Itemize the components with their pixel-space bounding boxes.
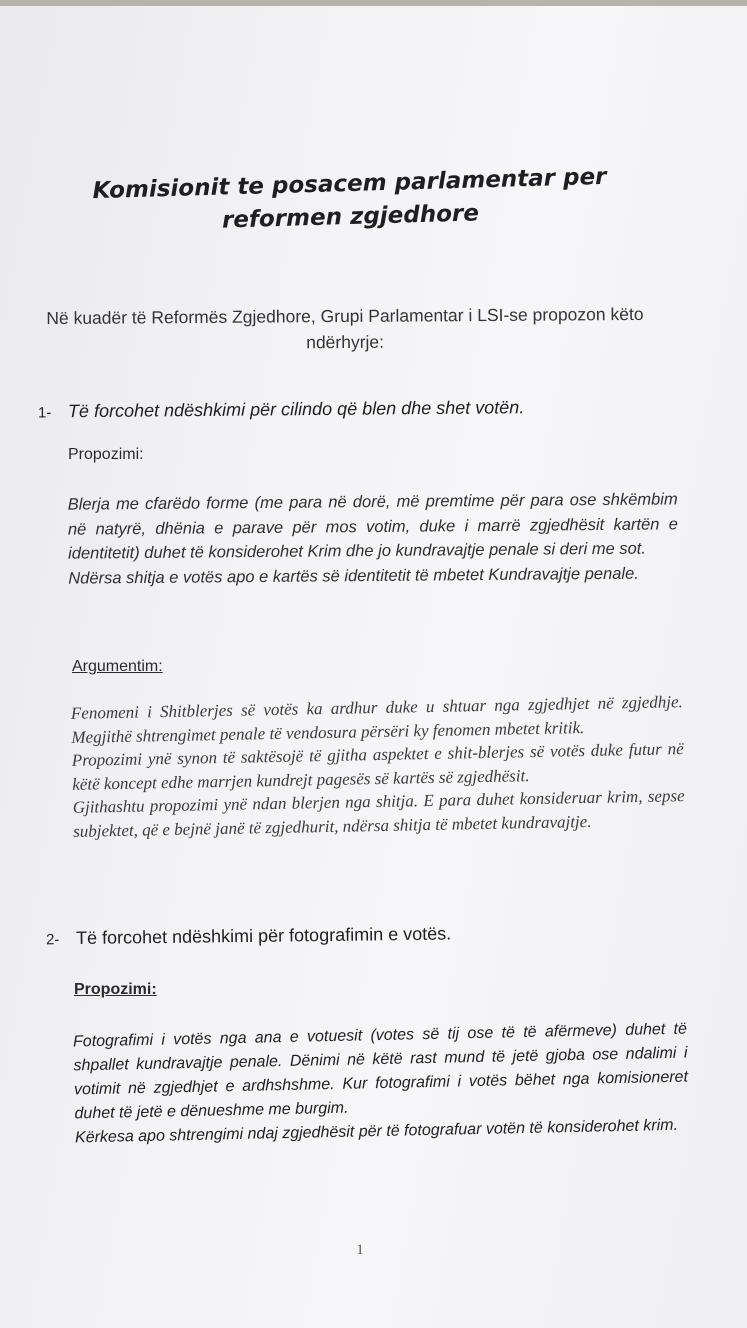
document-title <box>49 160 651 243</box>
section-1-proposal-paragraph-2: Ndërsa shitja e votës apo e kartës së identitetit të mbetet Kundravajtje penale. <box>68 564 639 588</box>
section-1-argument-paragraph-1: Fenomeni i Shitblerjes së votës ka ardhur duke u shtuar nga zgjedhjet në zgjedhje. Megjithë shtrengimet penale të vendosura përsëri ky fenomen mbetet kritik. <box>70 692 683 747</box>
intro-paragraph <box>20 301 670 358</box>
section-2-proposal-paragraph-2: Kërkesa apo shtrengimi ndaj zgjedhësit për të fotografuar votën të konsiderohet krim. <box>74 1116 679 1147</box>
section-1-argument-label: Argumentim: <box>72 658 163 675</box>
section-2-title: Të forcohet ndëshkimi për fotografimin e votës. <box>75 923 452 949</box>
page-number: 1 <box>356 1242 364 1258</box>
section-2-number: 2- <box>45 931 60 949</box>
intro-line-1: Në kuadër të Reformës Zgjedhore, Grupi Parlamentar i LSI-se propozon këto <box>46 303 644 329</box>
section-1-proposal-paragraph-1: Blerja me cfarëdo forme (me para në dorë, më premtime për para ose shkëmbim në natyrë, dhënia e parave për mos votim, duke i marrë zgjedhësit kartën e identitetit) duhet të konsiderohet Krim dhe jo kundravajtje penale si deri me sot. <box>67 490 678 563</box>
section-1-heading <box>38 397 598 423</box>
section-1-proposal-label: Propozimi: <box>68 446 144 463</box>
section-1-number: 1- <box>37 404 52 422</box>
section-1-argument-text <box>71 690 686 843</box>
section-1-argument-paragraph-3: Gjithashtu propozimi ynë ndan blerjen nga shitja. E para duhet konsideruar krim, sepse subjektet, që e bejnë janë të zgjedhurit, ndërsa shitja të mbetet kundravajtje. <box>72 786 685 841</box>
section-2-proposal-paragraph-1: Fotografimi i votës nga ana e votuesit (votes së tij ose të të afërmeve) duhet të shpallet kundravajtje penale. Dënimi në këtë rast mund të jetë gjoba ose ndalimi i votimit në zgjedhjet e ardhshshme. Kur fotografimi i votës bëhet nga komisioneret duhet të jetë e dënueshme me burgim. <box>72 1020 689 1123</box>
section-1-proposal-text <box>68 487 679 590</box>
title-line-1: Komisionit te posacem parlamentar per <box>92 163 607 205</box>
section-2-proposal-text <box>73 1018 689 1151</box>
title-line-2: reformen zgjedhore <box>221 200 480 234</box>
intro-line-2: ndërhyrje: <box>306 331 385 353</box>
section-2-heading <box>46 922 606 950</box>
section-1-title: Të forcohet ndëshkimi për cilindo që blen dhe shet votën. <box>67 397 525 422</box>
section-1-argument-paragraph-2: Propozimi ynë synon të saktësojë të gjitha aspektet e shit-blerjes së votës duke futur në këtë koncept edhe marrjen kundrejt pagesës së kartës së zgjedhësit. <box>71 739 684 794</box>
document-page <box>0 6 747 1328</box>
section-2-proposal-label: Propozimi: <box>74 981 157 998</box>
